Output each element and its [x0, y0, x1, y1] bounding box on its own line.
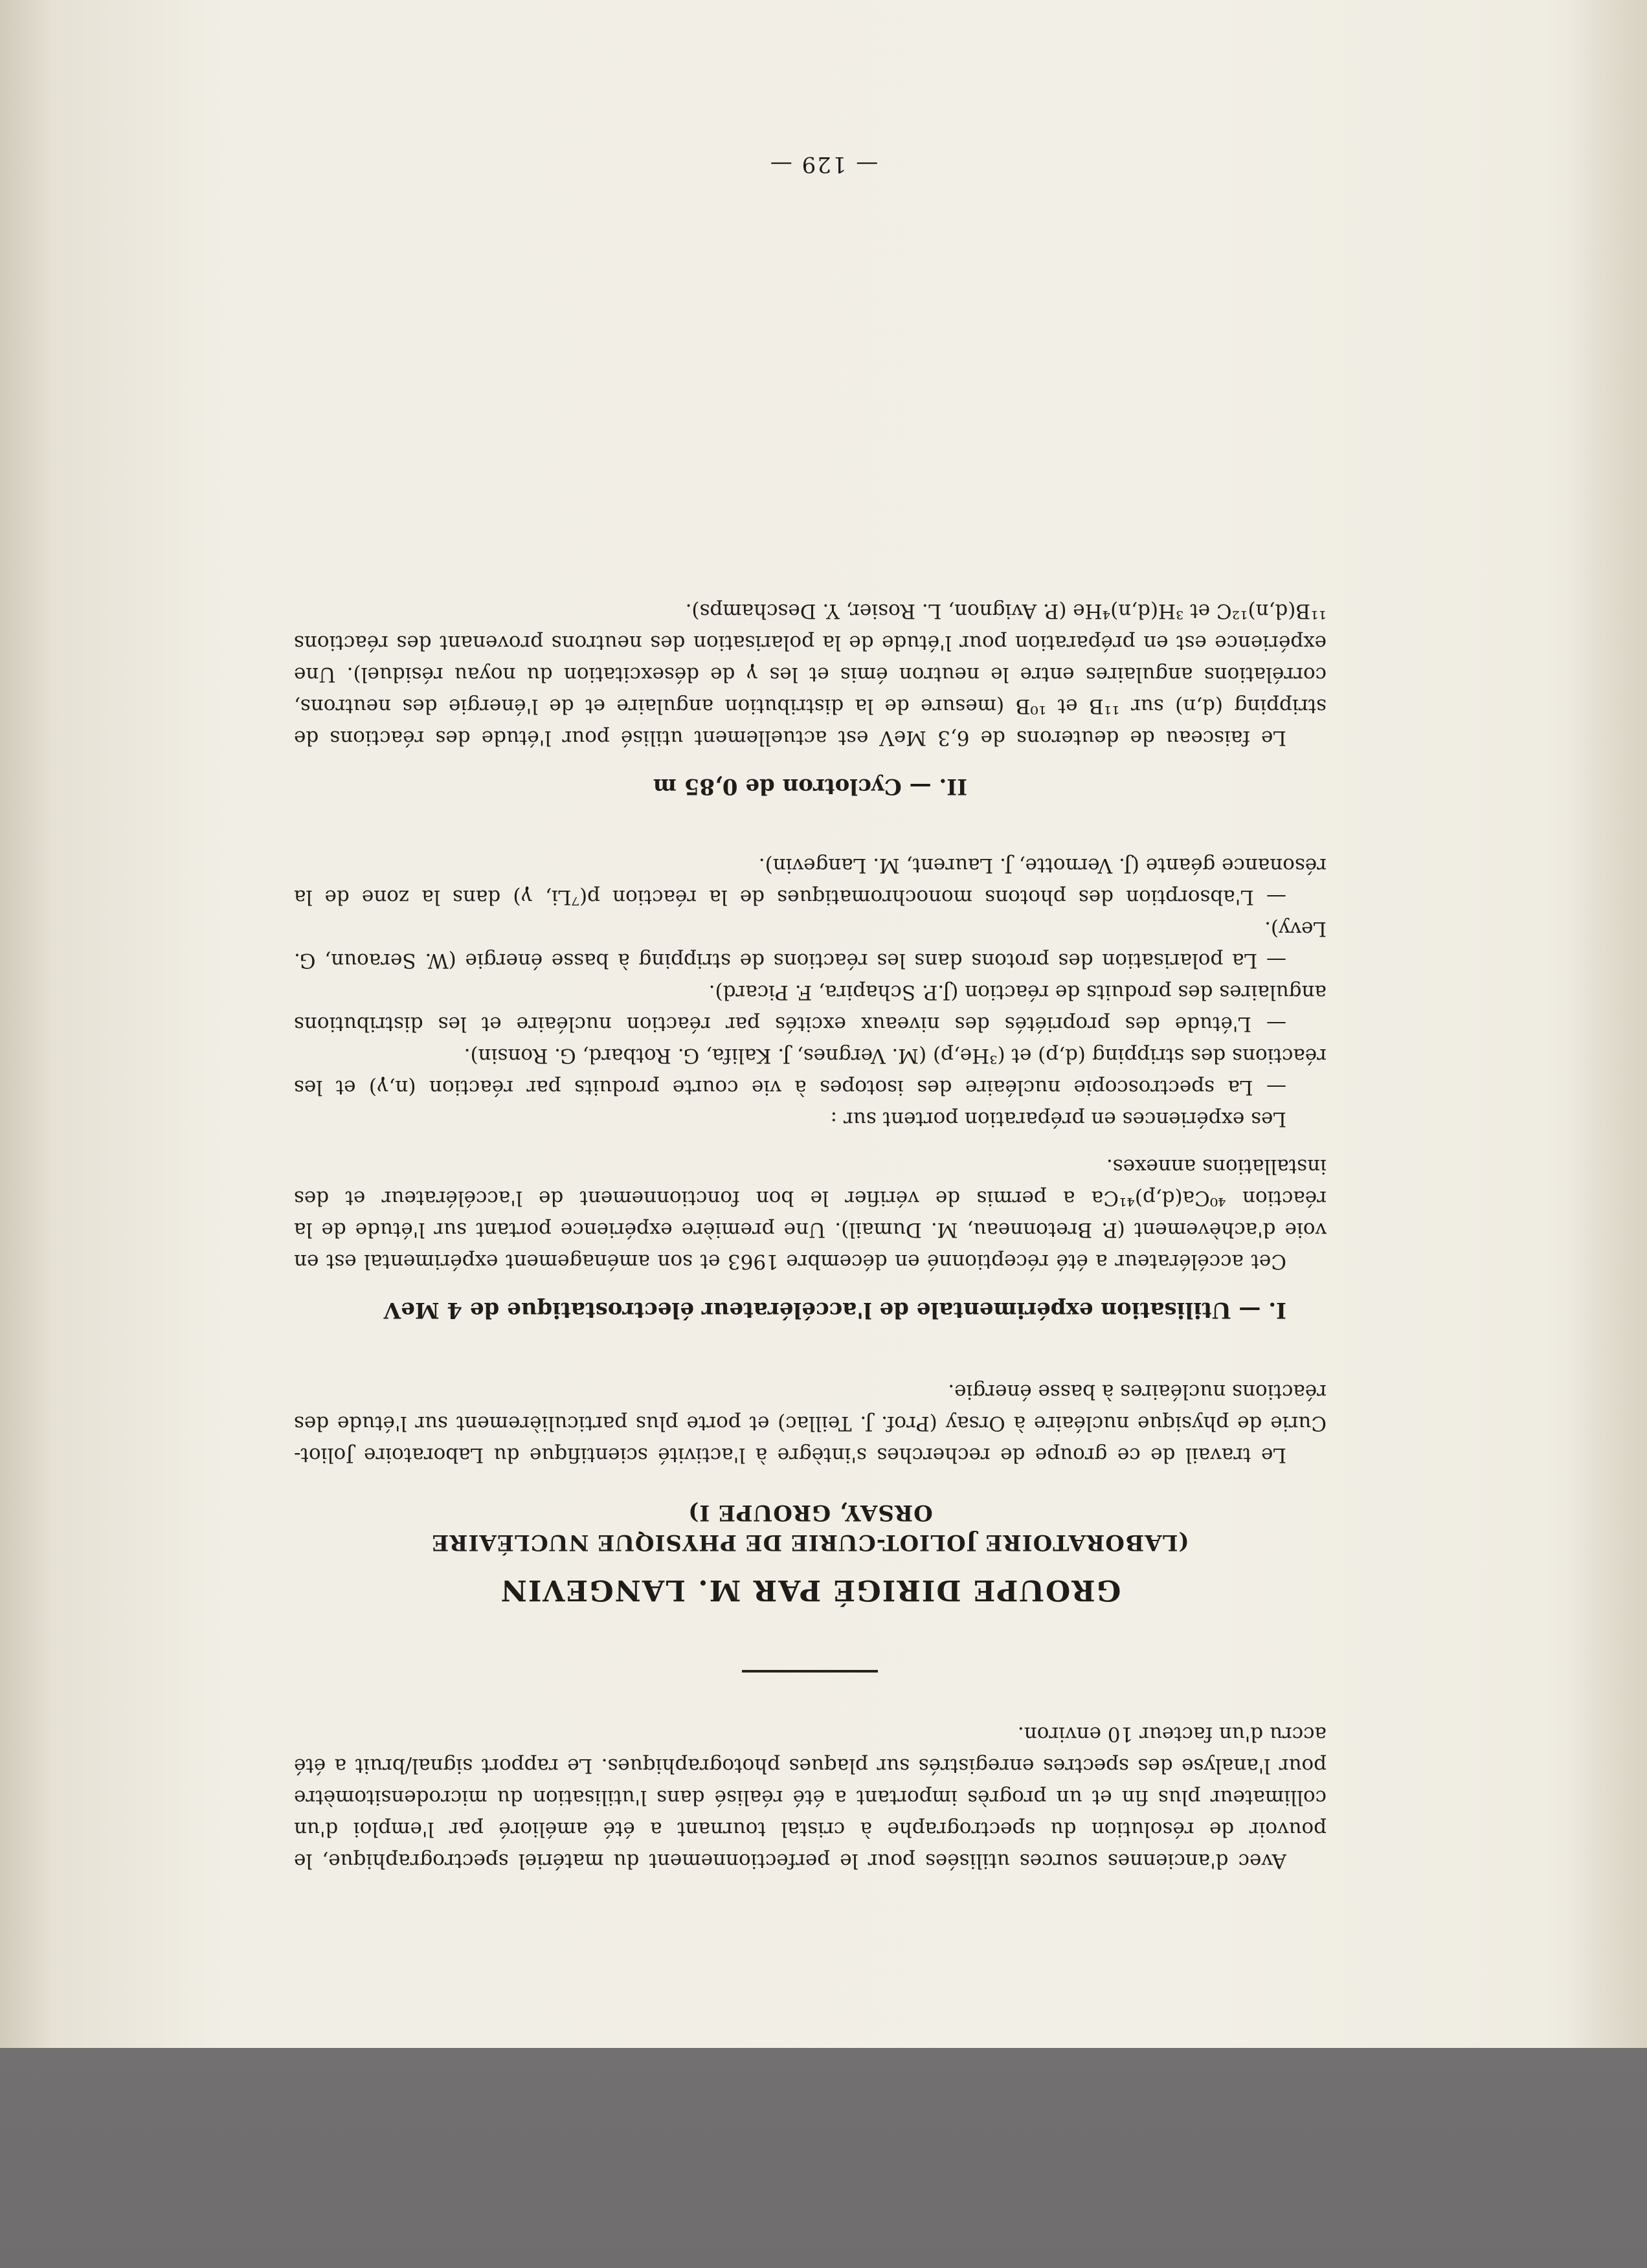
section-1-paragraph: Cet accélérateur a été réceptionné en décembre 1963 et son aménagement expérimental est en voie d'achèvement (P. Bretonneau, M. Dumail). Une première expérience portant sur l'étude de la réaction ⁴⁰Ca(d,p)⁴¹Ca a permis de vérifier le bon fonctionnement de l'accélérateur et des installations annexes.: [294, 1155, 1327, 1273]
group-subtitle-line1: (LABORATOIRE JOLIOT-CURIE DE PHYSIQUE NUCLÉAIRE: [431, 1529, 1189, 1555]
page-number: — 129 —: [768, 151, 879, 177]
section-1-item-2: — L'étude des propriétés des niveaux excités par réaction nucléaire et les distributions angulaires des produits de réaction (J.P. Schapira, F. Picard).: [294, 981, 1327, 1036]
section-2-paragraph: Le faisceau de deuterons de 6,3 MeV est actuellement utilisé pour l'étude des réactions de stripping (d,n) sur ¹¹B et ¹⁰B (mesure de la distribution angulaire et de l'énergie des neutrons, corrélations angulaires entre le neutron émis et les γ de désexcitation du noyau résiduel). Une expérience est en préparation pour l'étude de la polarisation des neutrons provenant des réactions ¹¹B(d,n)¹²C et ³H(d,n)⁴He (P. Avignon, L. Rosier, Y. Deschamps).: [294, 599, 1327, 750]
page-content: [294, 595, 1327, 1876]
section-divider: [743, 1670, 879, 1673]
page-gutter-shadow: [0, 0, 52, 2048]
section-1-heading: I. — Utilisation expérimentale de l'accélérateur électrostatique de 4 MeV: [383, 1297, 1286, 1323]
group-title: GROUPE DIRIGÉ PAR M. LANGEVIN: [499, 1573, 1121, 1606]
section-1-item-3: — La polarisation des protons dans les réactions de stripping à basse énergie (W. Seraoun, G. Levy).: [294, 917, 1327, 972]
section-1-item-4: — L'absorption des photons monochromatiques de la réaction p(⁷Li, γ) dans la zone de la résonance géante (J. Vernotte, J. Laurent, M. Langevin).: [294, 854, 1327, 909]
intro-paragraph: Avec d'anciennes sources utilisées pour le perfectionnement du matériel spectrographique, le pouvoir de résolution du spectrographe à cristal tournant a été amélioré par l'emploi d'un collimateur plus fin et un progrès important a été réalisé dans l'utilisation du microdensitomètre pour l'analyse des spectres enregistrés sur plaques photographiques. Le rapport signal/bruit a été accru d'un facteur 10 environ.: [294, 1722, 1327, 1873]
group-intro-paragraph: Le travail de ce groupe de recherches s'intègre à l'activité scientifique du Laboratoire Joliot-Curie de physique nucléaire à Orsay (Prof. J. Teillac) et porte plus particulièrement sur l'étude des réactions nucléaires à basse énergie.: [294, 1380, 1327, 1467]
section-2-heading: II. — Cyclotron de 0,85 m: [653, 773, 968, 799]
group-subtitle-line2: ORSAY, GROUPE I): [688, 1500, 933, 1526]
page-edge-shading: [1569, 0, 1647, 2048]
section-1-list-intro: Les expériences en préparation portent sur :: [830, 1107, 1286, 1131]
section-1-item-1: — La spectroscopie nucléaire des isotopes à vie courte produits par réaction (n,γ) et les réactions des stripping (d,p) et (³He,p) (M. Vergnes, J. Kalifa, G. Rotbard, G. Ronsin).: [294, 1044, 1327, 1099]
